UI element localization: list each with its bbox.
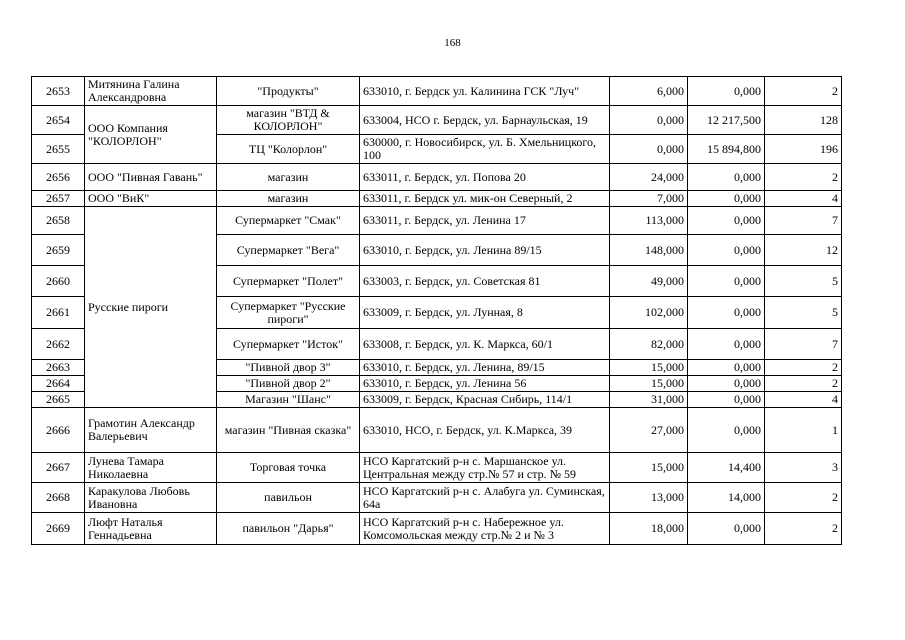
entry-number: 2656 [32, 164, 85, 191]
entry-value-2: 0,000 [688, 235, 765, 266]
entry-address: 633004, НСО г. Бердск, ул. Барнаульская, 19 [360, 106, 610, 135]
entry-name: Лунева Тамара Николаевна [85, 453, 217, 483]
entry-type: магазин "Пивная сказка" [217, 408, 360, 453]
entry-type: павильон [217, 483, 360, 513]
entry-value-1: 148,000 [610, 235, 688, 266]
entry-number: 2662 [32, 329, 85, 360]
entry-value-2: 0,000 [688, 207, 765, 235]
entry-value-1: 0,000 [610, 106, 688, 135]
table-row [32, 453, 842, 483]
entry-count: 7 [765, 329, 842, 360]
entry-count: 2 [765, 376, 842, 392]
entry-address: 633011, г. Бердск ул. мик-он Северный, 2 [360, 191, 610, 207]
entry-count: 2 [765, 483, 842, 513]
entry-value-2: 0,000 [688, 329, 765, 360]
entry-type: Торговая точка [217, 453, 360, 483]
entry-address: НСО Каргатский р-н с. Набережное ул. Комсомольская между стр.№ 2 и № 3 [360, 513, 610, 545]
entry-name: Каракулова Любовь Ивановна [85, 483, 217, 513]
entry-value-1: 15,000 [610, 360, 688, 376]
entry-address: 633003, г. Бердск, ул. Советская 81 [360, 266, 610, 297]
entry-address: 633008, г. Бердск, ул. К. Маркса, 60/1 [360, 329, 610, 360]
entry-number: 2663 [32, 360, 85, 376]
entry-number: 2660 [32, 266, 85, 297]
entry-number: 2654 [32, 106, 85, 135]
entry-count: 3 [765, 453, 842, 483]
entry-type: павильон "Дарья" [217, 513, 360, 545]
entry-count: 2 [765, 360, 842, 376]
entry-value-2: 0,000 [688, 191, 765, 207]
entry-address: НСО Каргатский р-н с. Маршанское ул. Центральная между стр.№ 57 и стр. № 59 [360, 453, 610, 483]
entry-value-1: 27,000 [610, 408, 688, 453]
entry-value-1: 0,000 [610, 135, 688, 164]
page-number: 168 [444, 37, 461, 49]
entry-address: 633010, НСО, г. Бердск, ул. К.Маркса, 39 [360, 408, 610, 453]
entry-type: "Пивной двор 2" [217, 376, 360, 392]
entry-name: ООО "Пивная Гавань" [85, 164, 217, 191]
table-row [32, 513, 842, 545]
entry-count: 4 [765, 392, 842, 408]
entry-type: Магазин "Шанс" [217, 392, 360, 408]
entry-value-2: 0,000 [688, 77, 765, 106]
entry-number: 2665 [32, 392, 85, 408]
entry-count: 2 [765, 513, 842, 545]
entry-name: ООО "ВиК" [85, 191, 217, 207]
entry-value-2: 12 217,500 [688, 106, 765, 135]
table-row [32, 483, 842, 513]
entry-type: ТЦ "Колорлон" [217, 135, 360, 164]
entry-number: 2659 [32, 235, 85, 266]
entry-type: Супермаркет "Исток" [217, 329, 360, 360]
entry-count: 2 [765, 77, 842, 106]
entry-value-2: 0,000 [688, 376, 765, 392]
entry-type: "Продукты" [217, 77, 360, 106]
entry-address: 633011, г. Бердск, ул. Попова 20 [360, 164, 610, 191]
entry-count: 196 [765, 135, 842, 164]
entry-value-1: 102,000 [610, 297, 688, 329]
entry-address: 633010, г. Бердск ул. Калинина ГСК "Луч" [360, 77, 610, 106]
entry-name: Русские пироги [85, 207, 217, 408]
entry-value-2: 0,000 [688, 297, 765, 329]
entry-value-2: 0,000 [688, 360, 765, 376]
entry-count: 5 [765, 266, 842, 297]
table-row [32, 191, 842, 207]
entry-address: 633010, г. Бердск, ул. Ленина 89/15 [360, 235, 610, 266]
entry-type: Супермаркет "Вега" [217, 235, 360, 266]
entry-value-2: 0,000 [688, 513, 765, 545]
entry-value-2: 15 894,800 [688, 135, 765, 164]
table-row [32, 408, 842, 453]
entry-type: магазин [217, 191, 360, 207]
entry-address: 633009, г. Бердск, ул. Лунная, 8 [360, 297, 610, 329]
entry-value-1: 7,000 [610, 191, 688, 207]
entry-type: Супермаркет "Смак" [217, 207, 360, 235]
entry-value-1: 15,000 [610, 376, 688, 392]
entry-value-1: 113,000 [610, 207, 688, 235]
entry-number: 2658 [32, 207, 85, 235]
entry-number: 2664 [32, 376, 85, 392]
entry-address: 633011, г. Бердск, ул. Ленина 17 [360, 207, 610, 235]
entry-value-2: 0,000 [688, 408, 765, 453]
entry-count: 2 [765, 164, 842, 191]
table-row [32, 164, 842, 191]
registry-table-body [32, 77, 842, 545]
entry-number: 2668 [32, 483, 85, 513]
entry-value-2: 0,000 [688, 164, 765, 191]
entry-name: Люфт Наталья Геннадьевна [85, 513, 217, 545]
table-row [32, 77, 842, 106]
entry-value-1: 49,000 [610, 266, 688, 297]
entry-address: НСО Каргатский р-н с. Алабуга ул. Суминская, 64а [360, 483, 610, 513]
entry-type: "Пивной двор 3" [217, 360, 360, 376]
entry-address: 633010, г. Бердск, ул. Ленина 56 [360, 376, 610, 392]
entry-value-2: 0,000 [688, 392, 765, 408]
entry-count: 128 [765, 106, 842, 135]
entry-number: 2669 [32, 513, 85, 545]
entry-count: 7 [765, 207, 842, 235]
entry-value-1: 6,000 [610, 77, 688, 106]
entry-address: 633009, г. Бердск, Красная Сибирь, 114/1 [360, 392, 610, 408]
entry-name: ООО Компания "КОЛОРЛОН" [85, 106, 217, 164]
entry-type: магазин "ВТД & КОЛОРЛОН" [217, 106, 360, 135]
entry-type: магазин [217, 164, 360, 191]
entry-type: Супермаркет "Русские пироги" [217, 297, 360, 329]
entry-number: 2661 [32, 297, 85, 329]
entry-value-1: 24,000 [610, 164, 688, 191]
entry-number: 2667 [32, 453, 85, 483]
entry-value-1: 18,000 [610, 513, 688, 545]
table-row [32, 207, 842, 235]
entry-type: Супермаркет "Полет" [217, 266, 360, 297]
entry-value-2: 14,400 [688, 453, 765, 483]
entry-value-2: 14,000 [688, 483, 765, 513]
entry-value-1: 15,000 [610, 453, 688, 483]
entry-value-1: 13,000 [610, 483, 688, 513]
entry-value-1: 31,000 [610, 392, 688, 408]
entry-number: 2666 [32, 408, 85, 453]
entry-count: 4 [765, 191, 842, 207]
entry-name: Грамотин Александр Валерьевич [85, 408, 217, 453]
entry-count: 12 [765, 235, 842, 266]
entry-name: Митянина Галина Александровна [85, 77, 217, 106]
entry-count: 5 [765, 297, 842, 329]
entry-number: 2655 [32, 135, 85, 164]
entry-count: 1 [765, 408, 842, 453]
entry-address: 633010, г. Бердск, ул. Ленина, 89/15 [360, 360, 610, 376]
entry-value-2: 0,000 [688, 266, 765, 297]
entry-address: 630000, г. Новосибирск, ул. Б. Хмельницкого, 100 [360, 135, 610, 164]
entry-value-1: 82,000 [610, 329, 688, 360]
registry-table [31, 76, 842, 545]
entry-number: 2653 [32, 77, 85, 106]
entry-number: 2657 [32, 191, 85, 207]
table-row [32, 106, 842, 135]
